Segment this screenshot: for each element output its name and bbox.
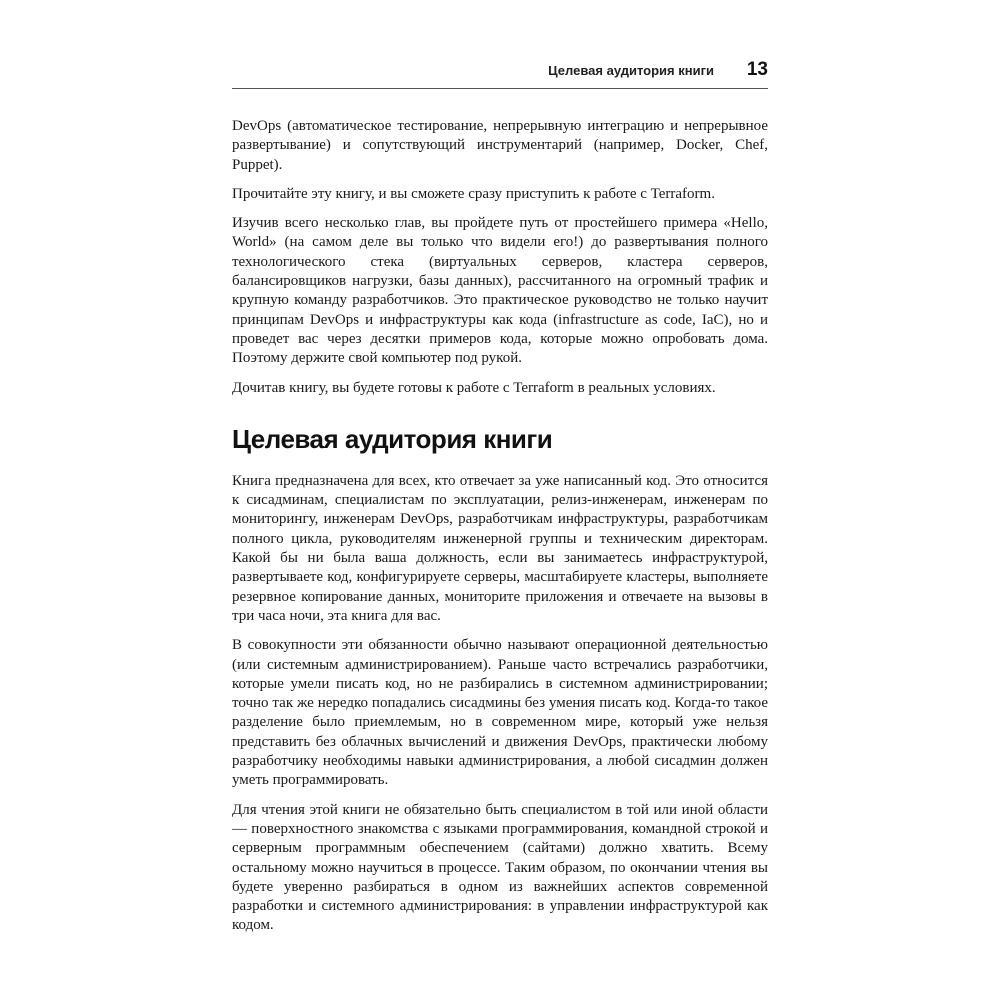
running-head: Целевая аудитория книги — [548, 63, 714, 78]
page-header — [232, 59, 768, 89]
paragraph: DevOps (автоматическое тестирование, непрерывную интеграцию и непрерывное развертывание) и сопутствующий инструментарий (например, Docker, Chef, Puppet). — [232, 118, 768, 173]
paragraph: Книга предназначена для всех, кто отвечает за уже написанный код. Это относится к сисадминам, специалистам по эксплуатации, релиз-инженерам, инженерам по мониторингу, инженерам DevOps, разработчикам инфраструктуры, разработчикам полного цикла, руководителям инженерной группы и техническим директорам. Какой бы ни была ваша должность, если вы занимаетесь инфраструктурой, развертываете код, конфигурируете серверы, масштабируете кластеры, выполняете резервное копирование данных, мониторите приложения и отвечаете на вызовы в три часа ночи, эта книга для вас. — [232, 472, 768, 624]
paragraph: В совокупности эти обязанности обычно называют операционной деятельностью (или системным администрированием). Раньше часто встречались разработчики, которые умели писать код, но не разбирались в системном администрировании; точно так же нередко попадались сисадмины без умения писать код. Когда-то такое разделение было приемлемым, но в современном мире, который уже нельзя представить без облачных вычислений и движения DevOps, практически любому разработчику необходимы навыки администрирования, а любой сисадмин должен уметь программировать. — [232, 637, 768, 789]
paragraph: Для чтения этой книги не обязательно быть специалистом в той или иной области — поверхностного знакомства с языками программирования, командной строкой и серверным программным обеспечением (сайтами) должно хватить. Всему остальному можно научиться в процессе. Таким образом, по окончании чтения вы будете уверенно разбираться в одном из важнейших аспектов современной разработки и системного администрирования: в управлении инфраструктурой как кодом. — [232, 801, 768, 934]
page-body — [232, 117, 768, 946]
paragraph: Прочитайте эту книгу, и вы сможете сразу приступить к работе с Terraform. — [232, 185, 715, 202]
paragraph: Дочитав книгу, вы будете готовы к работе с Terraform в реальных условиях. — [232, 379, 716, 396]
section-heading: Целевая аудитория книги — [232, 423, 553, 454]
page-number: 13 — [746, 59, 768, 80]
paragraph: Изучив всего несколько глав, вы пройдете путь от простейшего примера «Hello, World» (на самом деле вы только что видели его!) до развертывания полного технологического стека (виртуальных серверов, кластера серверов, балансировщиков нагрузки, базы данных), рассчитанного на огромный трафик и крупную команду разработчиков. Это практическое руководство не только научит принципам DevOps и инфраструктуры как кода (infrastructure as code, IaC), но и проведет вас через десятки примеров кода, которые можно опробовать дома. Поэтому держите свой компьютер под рукой. — [232, 215, 768, 367]
